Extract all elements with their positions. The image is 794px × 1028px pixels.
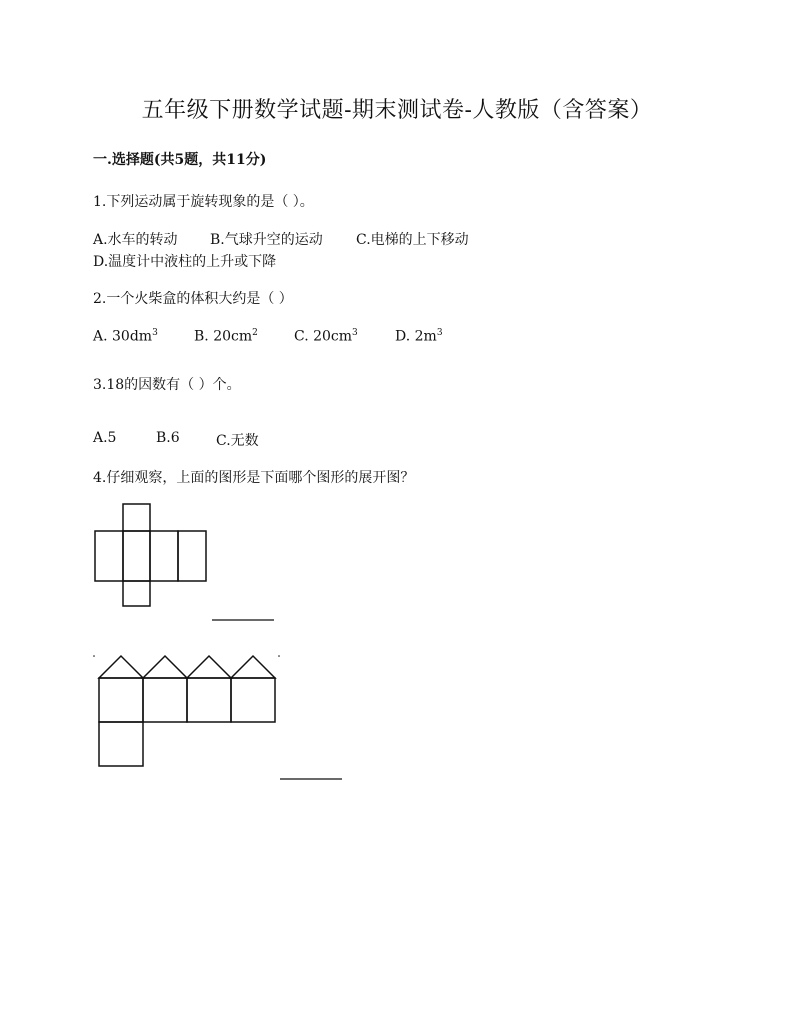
q2-option-d: D. $2m^3$	[395, 328, 443, 345]
q2-option-a: A. $30dm^3$	[93, 328, 158, 345]
question-1-text: 1.下列运动属于旋转现象的是（ ）。	[93, 194, 314, 210]
section-heading: 一.选择题(共5题，共11分)	[93, 152, 267, 168]
question-2-text: 2.一个火柴盒的体积大约是（ ）	[93, 291, 293, 307]
q1-option-d: D.温度计中液柱的上升或下降	[93, 254, 277, 270]
question-3-text: 3.18的因数有（ ）个。	[93, 377, 241, 393]
q1-option-a: A.水车的转动	[93, 232, 178, 248]
q3-option-c: C.无数	[216, 433, 259, 449]
q2-option-b: B. $20cm^2$	[194, 328, 258, 345]
prism-net-figure	[99, 656, 275, 766]
q1-option-c: C.电梯的上下移动	[356, 232, 469, 248]
page-title: 五年级下册数学试题-期末测试卷-人教版（含答案）	[141, 98, 653, 123]
q2-option-c: C. $20cm^3$	[294, 328, 358, 345]
cube-net-figure	[95, 504, 206, 606]
q3-option-a: A.5	[93, 430, 117, 446]
question-4-text: 4.仔细观察，上面的图形是下面哪个图形的展开图？	[93, 470, 415, 486]
q1-option-b: B.气球升空的运动	[210, 232, 323, 248]
q3-option-b: B.6	[156, 430, 180, 446]
